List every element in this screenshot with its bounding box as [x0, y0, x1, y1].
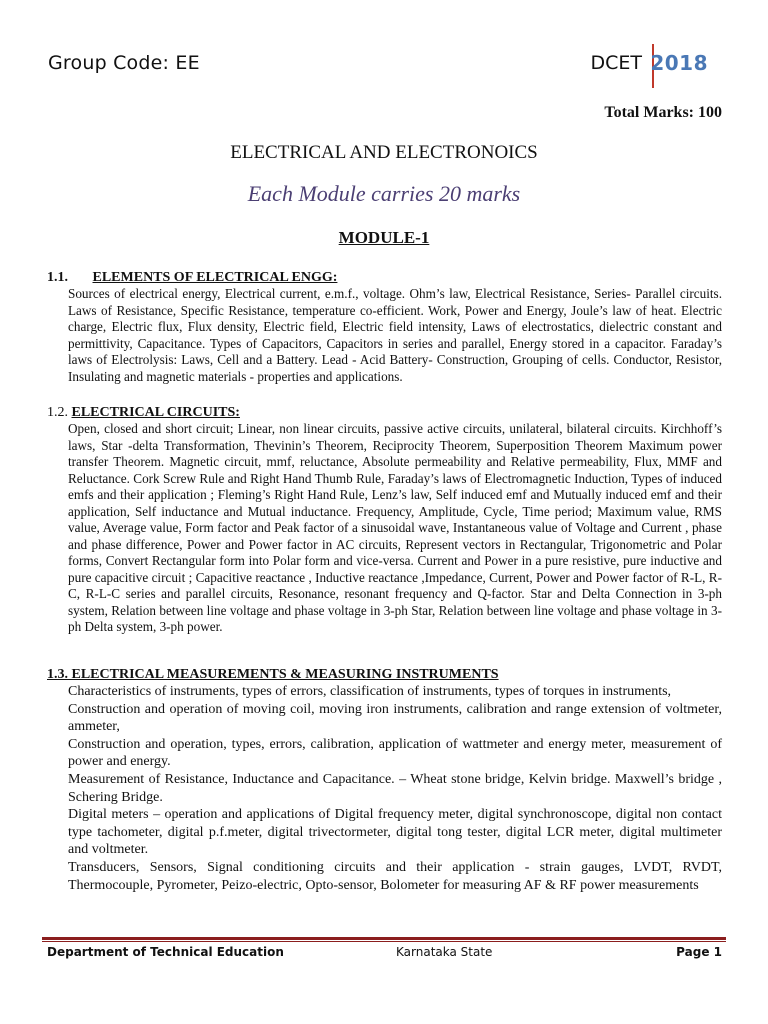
- footer-state: Karnataka State: [396, 945, 493, 959]
- section-body: [68, 683, 722, 894]
- section-heading: [47, 666, 722, 683]
- section-1-1: [47, 269, 722, 385]
- section-title: ELECTRICAL CIRCUITS:: [71, 405, 240, 420]
- section-paragraph: Characteristics of instruments, types of errors, classification of instruments, types of torques in instruments,: [68, 684, 672, 699]
- section-paragraph: Construction and operation of moving coil, moving iron instruments, calibration and range extension of voltmeter, ammeter,: [68, 701, 722, 735]
- section-paragraph: Transducers, Sensors, Signal conditioning circuits and their application - strain gauges, LVDT, RVDT, Thermocouple, Pyrometer, Peizo-electric, Opto-sensor, Bolometer for measuring AF & RF power measurements: [68, 859, 722, 893]
- section-paragraph: Digital meters – operation and applications of Digital frequency meter, digital synchronoscope, digital non contact type tachometer, digital p.f.meter, digital trivectormeter, digital tong tester, digital LCR meter, digital multimeter and voltmeter.: [68, 807, 722, 858]
- section-body: [68, 286, 722, 385]
- section-heading: [47, 269, 722, 286]
- footer-rule: [42, 937, 726, 940]
- section-paragraph: Open, closed and short circuit; Linear, non linear circuits, passive active circuits, unilateral, bilateral circuits. Kirchhoff’s laws, Star -delta Transformation, Thevinin’s Theorem, Reciprocity Theorem, Superposition Theorem Maximum power transfer Theorem. Magnetic circuit, mmf, reluctance, Absolute permeability and Relative permeability, Flux, MMF and Reluctance. Cork Screw Rule and Right Hand Thumb Rule, Faraday’s laws of Electromagnetic Induction, Types of induced emfs and their application ; Fleming’s Right Hand Rule, Lenz’s law, Self induced emf and Mutually induced emf and their application, Self inductance and Mutual inductance. Frequency, Amplitude, Cycle, Time period; Maximum value, RMS value, Average value, Form factor and Peak factor of a sinusoidal wave, Instantaneous value of Voltage and Current , phase and phase difference, Power and Power factor in AC circuits, Represent vectors in Rectangular, Trigonometric and Polar forms, Convert Rectangular form into Polar form and vice-versa. Current and Power in a pure resistive, pure inductive and pure capacitive circuit ; Capacitive reactance , Inductive reactance ,Impedance, Current, Power and Power factor of R-L, R-C, R-L-C series and parallel circuits, Resonance, resonant frequency and Q-factor. Star and Delta Connection in 3-ph system, Relation between line voltage and phase voltage in 3-ph Star, Relation between line voltage and phase voltage in 3-ph Delta system, 3-ph power.: [68, 421, 722, 634]
- total-marks: Total Marks: 100: [604, 104, 722, 121]
- page-footer: [47, 945, 722, 963]
- section-number: 1.3.: [47, 667, 68, 682]
- section-heading: [47, 404, 722, 421]
- exam-year: 2018: [650, 51, 708, 75]
- section-title: ELECTRICAL MEASUREMENTS & MEASURING INSTRUMENTS: [71, 667, 499, 682]
- module-heading: MODULE-1: [338, 228, 430, 247]
- section-paragraph: Sources of electrical energy, Electrical current, e.m.f., voltage. Ohm’s law, Electrical Resistance, Series- Parallel circuits. Laws of Resistance, Specific Resistance, temperature co-efficient. Work, Power and Energy, Joule’s law of heat. Electric charge, Electric flux, Flux density, Electric field, Electric field intensity, Laws of electrostatics, dielectric constant and permittivity, Capacitance. Types of Capacitors, Capacitors in series and parallel, Energy stored in a capacitor. Faraday’s laws of Electrolysis: Laws, Cell and a Battery. Lead - Acid Battery- Construction, Grouping of cells. Conductor, Resistor, Insulating and magnetic materials - properties and applications.: [68, 286, 722, 384]
- page-header: [48, 44, 722, 88]
- footer-rule-thin: [42, 941, 726, 942]
- section-body: [68, 421, 722, 636]
- group-code: Group Code: EE: [48, 52, 200, 74]
- section-title: ELEMENTS OF ELECTRICAL ENGG:: [92, 270, 338, 285]
- section-number: 1.1.: [47, 270, 68, 285]
- section-number: 1.2.: [47, 405, 68, 420]
- page-title: ELECTRICAL AND ELECTRONOICS: [230, 142, 538, 163]
- section-paragraph: Construction and operation, types, errors, calibration, application of wattmeter and energy meter, measurement of power and energy.: [68, 736, 722, 770]
- section-1-2: [47, 404, 722, 636]
- page-number: Page 1: [676, 945, 722, 959]
- section-1-3: [47, 666, 722, 894]
- section-paragraph: Measurement of Resistance, Inductance and Capacitance. – Wheat stone bridge, Kelvin bridge. Maxwell’s bridge , Schering Bridge.: [68, 771, 722, 805]
- exam-name: DCET: [590, 52, 642, 74]
- page-subtitle: Each Module carries 20 marks: [247, 181, 521, 206]
- footer-department: Department of Technical Education: [47, 945, 284, 959]
